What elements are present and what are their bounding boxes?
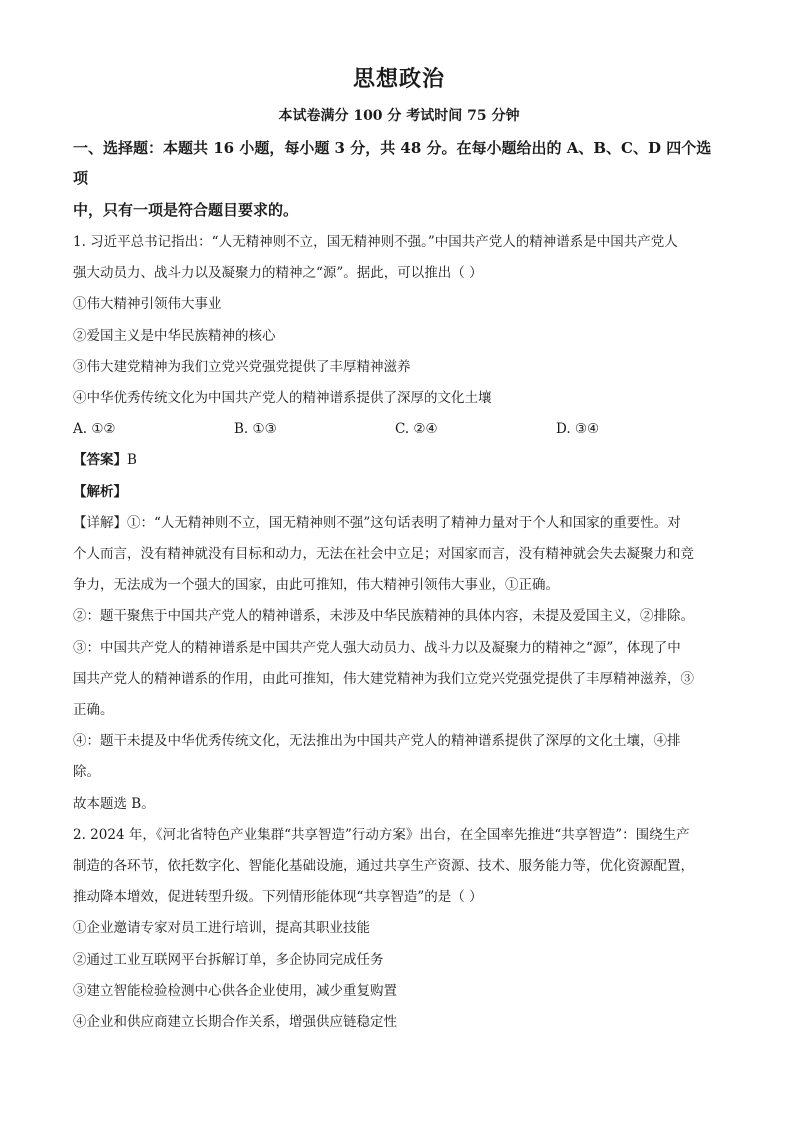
answer-line <box>73 445 725 476</box>
question-1-options <box>73 414 725 445</box>
detail-line-1: 【详解】①：“人无精神则不立，国无精神则不强”这句话表明了精神力量对于个人和国家的重要性。对 <box>73 514 681 531</box>
question-2-stem-line-2: 制造的各环节，依托数字化、智能化基础设施，通过共享生产资源、技术、服务能力等，优化资源配置， <box>73 858 694 875</box>
exam-info: 本试卷满分 100 分 考试时间 75 分钟 <box>278 108 520 124</box>
section-heading-line-1: 一、选择题：本题共 16 小题，每小题 3 分，共 48 分。在每小题给出的 A、B、C、D 四个选项 <box>73 139 712 187</box>
question-1-stem-line-2: 强大动员力、战斗力以及凝聚力的精神之“源”。据此，可以推出（ ） <box>73 265 483 282</box>
option-d: D. ③④ <box>556 421 600 438</box>
option-b: B. ①③ <box>234 421 277 438</box>
question-1 <box>73 227 725 820</box>
answer-value: B <box>127 452 137 469</box>
detail-line-2: 个人而言，没有精神就没有目标和动力，无法在社会中立足；对国家而言，没有精神就会失去凝聚力和竞 <box>73 546 694 563</box>
question-2-item-4: ④企业和供应商建立长期合作关系，增强供应链稳定性 <box>73 1014 397 1031</box>
detail-line-4: ②：题干聚焦于中国共产党人的精神谱系，未涉及中华民族精神的具体内容，未提及爱国主义，②排除。 <box>73 608 694 625</box>
question-2-stem-line-1: 2. 2024 年，《河北省特色产业集群“共享智造”行动方案》出台，在全国率先推进“共享智造”：围绕生产 <box>73 826 690 843</box>
page-title: 思想政治 <box>352 66 445 92</box>
analysis-label: 【解析】 <box>73 483 127 500</box>
question-2 <box>73 820 725 1038</box>
question-2-stem-line-3: 推动降本增效，促进转型升级。下列情形能体现“共享智造”的是（ ） <box>73 889 483 906</box>
question-1-item-3: ③伟大建党精神为我们立党兴党强党提供了丰厚精神滋养 <box>73 358 411 375</box>
detail-line-7: 正确。 <box>73 702 114 719</box>
detail-line-10: 故本题选 B。 <box>73 795 155 812</box>
option-c: C. ②④ <box>395 421 438 438</box>
detail-line-9: 除。 <box>73 764 100 781</box>
detail-line-5: ③：中国共产党人的精神谱系是中国共产党人强大动员力、战斗力以及凝聚力的精神之“源”，体现了中 <box>73 639 681 656</box>
option-a: A. ①② <box>73 421 116 438</box>
answer-label: 【答案】 <box>73 452 127 469</box>
question-2-item-1: ①企业邀请专家对员工进行培训，提高其职业技能 <box>73 920 370 937</box>
section-heading-line-2: 中，只有一项是符合题目要求的。 <box>73 201 299 219</box>
question-2-item-2: ②通过工业互联网平台拆解订单，多企协同完成任务 <box>73 951 384 968</box>
detail-line-3: 争力，无法成为一个强大的国家，由此可推知，伟大精神引领伟大事业，①正确。 <box>73 577 559 594</box>
exam-page <box>73 62 725 1038</box>
detail-line-6: 国共产党人的精神谱系的作用，由此可推知，伟大建党精神为我们立党兴党强党提供了丰厚精神滋养，③ <box>73 670 694 687</box>
question-1-item-1: ①伟大精神引领伟大事业 <box>73 296 222 313</box>
section-heading <box>73 133 725 225</box>
question-1-item-4: ④中华优秀传统文化为中国共产党人的精神谱系提供了深厚的文化土壤 <box>73 390 492 407</box>
detail-line-8: ④：题干未提及中华优秀传统文化，无法推出为中国共产党人的精神谱系提供了深厚的文化土壤，④排 <box>73 733 681 750</box>
question-2-item-3: ③建立智能检验检测中心供各企业使用，减少重复购置 <box>73 982 397 999</box>
question-1-stem-line-1: 1. 习近平总书记指出：“人无精神则不立，国无精神则不强。”中国共产党人的精神谱系是中国共产党人 <box>73 234 678 250</box>
question-1-item-2: ②爱国主义是中华民族精神的核心 <box>73 327 276 344</box>
